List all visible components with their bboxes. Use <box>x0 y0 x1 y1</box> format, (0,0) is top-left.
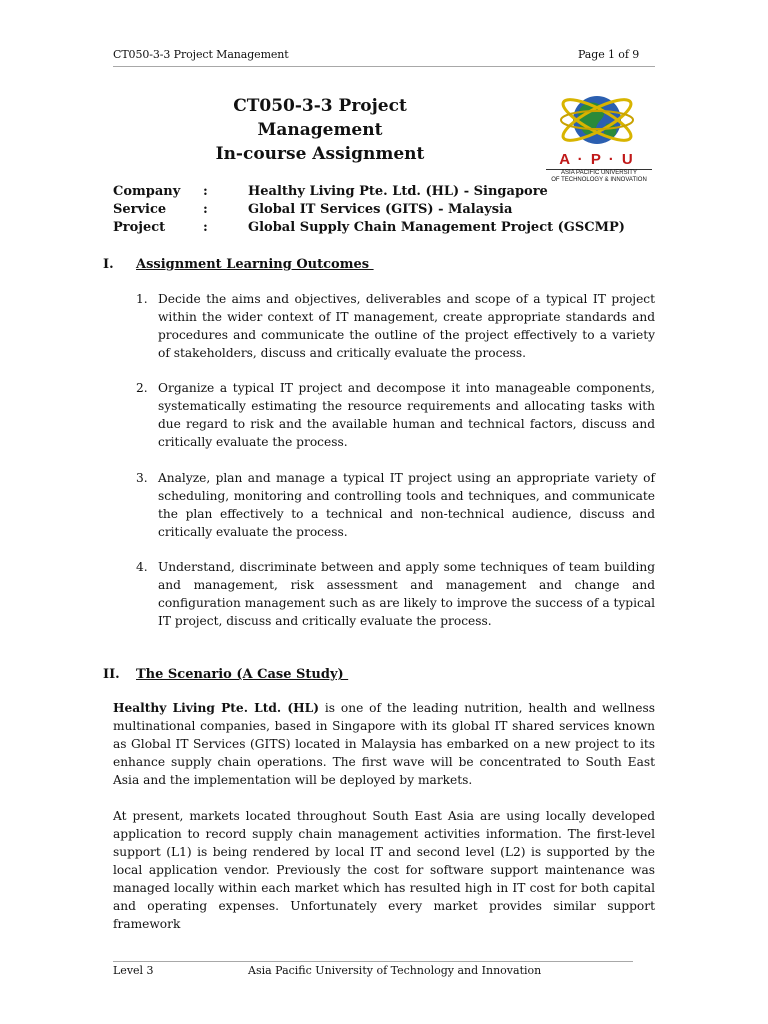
meta-value: Global Supply Chain Management Project (GSCMP) <box>248 220 625 235</box>
meta-colon: : <box>203 202 208 217</box>
running-header-title: CT050-3-3 Project Management <box>113 48 289 61</box>
document-title <box>180 94 460 166</box>
footer-level: Level 3 <box>113 964 154 977</box>
list-item-text: Decide the aims and objectives, deliverables and scope of a typical IT project within the wider context of IT management, create appropriate standards and procedures and communicate the outline of the project effectively to a variety of stakeholders, discuss and critically evaluate the process. <box>158 292 655 360</box>
meta-colon: : <box>203 184 208 199</box>
meta-row-company <box>0 183 768 201</box>
section-number: I. <box>103 257 114 272</box>
section-heading-scenario <box>0 666 768 684</box>
scenario-paragraph-2: At present, markets located throughout South East Asia are using locally developed application to record supply chain management activities information. The first-level support (L1) is being rendered by local IT and second level (L2) is supported by the local application vendor. Previously the cost for software support maintenance was managed locally within each market which has resulted high in IT cost for both capital and operating expenses. Unfortunately every market provides similar support framework <box>113 809 655 931</box>
list-item-text: Analyze, plan and manage a typical IT project using an appropriate variety of scheduling, monitoring and controlling tools and techniques, and communicate the plan effectively to a technical and non-technical audience, discuss and critically evaluate the process. <box>158 471 655 539</box>
meta-row-project <box>0 219 768 237</box>
section-number: II. <box>103 667 120 682</box>
logo-letters: A · P · U <box>559 151 635 168</box>
header-rule <box>113 66 655 67</box>
meta-key: Company <box>113 184 181 199</box>
list-item-text: Understand, discriminate between and apply some techniques of team building and management, risk assessment and management and change and configuration management such as are likely to improve the success of a typical IT project, discuss and critically evaluate the process. <box>158 560 655 628</box>
list-item <box>0 379 768 451</box>
meta-key: Service <box>113 202 167 217</box>
list-item-number: 4. <box>136 560 148 574</box>
list-item <box>0 290 768 362</box>
apu-logo <box>540 80 654 184</box>
section-title: The Scenario (A Case Study) <box>136 667 349 682</box>
footer-rule <box>113 961 633 962</box>
paragraph-text: is one of the leading nutrition, health and wellness multinational companies, based in Singapore with its global IT shared services known as Global IT Services (GITS) located in Malaysia has embarked on a new project to its enhance supply chain operations. The first wave will be concentrated to South East Asia and the implementation will be deployed by markets. <box>113 701 655 787</box>
section-title: Assignment Learning Outcomes <box>136 257 374 272</box>
meta-row-service <box>0 201 768 219</box>
logo-caption-line-2: OF TECHNOLOGY & INNOVATION <box>551 177 647 183</box>
meta-value: Global IT Services (GITS) - Malaysia <box>248 202 513 217</box>
scenario-paragraph-1 <box>113 699 655 789</box>
list-item-number: 2. <box>136 381 148 395</box>
title-line-1: CT050-3-3 Project Management <box>233 96 407 140</box>
list-item-number: 3. <box>136 471 148 485</box>
meta-colon: : <box>203 220 208 235</box>
title-line-2: In-course Assignment <box>215 144 425 164</box>
list-item <box>0 558 768 630</box>
company-name: Healthy Living Pte. Ltd. (HL) <box>113 701 319 715</box>
list-item-number: 1. <box>136 292 148 306</box>
logo-caption-line-1: ASIA PACIFIC UNIVERSITY <box>561 170 637 176</box>
list-item-text: Organize a typical IT project and decompose it into manageable components, systematically estimating the resource requirements and allocating tasks with due regard to risk and the available human and technical factors, discuss and critically evaluate the process. <box>158 381 655 449</box>
meta-key: Project <box>113 220 166 235</box>
footer-institution: Asia Pacific University of Technology and Innovation <box>248 964 542 977</box>
section-heading-outcomes <box>0 256 768 274</box>
meta-value: Healthy Living Pte. Ltd. (HL) - Singapore <box>248 184 548 199</box>
list-item <box>0 469 768 541</box>
page-number: Page 1 of 9 <box>578 48 640 61</box>
logo-caption <box>544 170 654 184</box>
